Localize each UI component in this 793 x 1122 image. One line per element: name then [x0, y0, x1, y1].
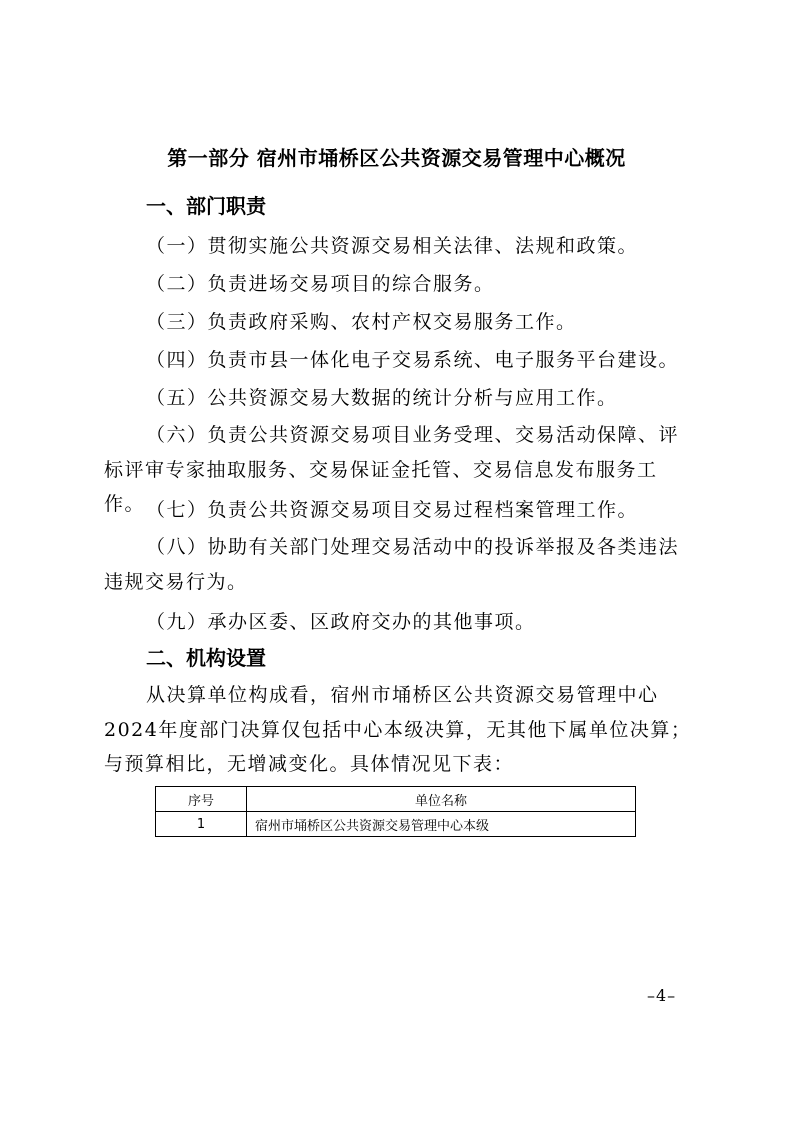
organization-paragraph: 从决算单位构成看，宿州市埇桥区公共资源交易管理中心2024年度部门决算仅包括中心本级决算，无其他下属单位决算；与预算相比，无增减变化。具体情况见下表： [104, 684, 692, 775]
duty-item-7: （七）负责公共资源交易项目交易过程档案管理工作。 [146, 499, 639, 521]
unit-table [155, 786, 636, 837]
table-row [156, 812, 636, 837]
duty-item-1: （一）贯彻实施公共资源交易相关法律、法规和政策。 [146, 235, 639, 257]
duty-item-2: （二）负责进场交易项目的综合服务。 [146, 273, 495, 295]
section-heading-organization: 二、机构设置 [146, 646, 266, 670]
column-header-number: 序号 [156, 787, 247, 812]
column-header-unit-name: 单位名称 [247, 787, 636, 812]
row-number-cell: 1 [156, 812, 247, 837]
duty-item-6: （六）负责公共资源交易项目业务受理、交易活动保障、评标评审专家抽取服务、交易保证金托管、交易信息发布服务工作。 [104, 424, 680, 515]
duty-item-9: （九）承办区委、区政府交办的其他事项。 [146, 611, 536, 633]
duty-item-5: （五）公共资源交易大数据的统计分析与应用工作。 [146, 387, 618, 409]
duty-item-3: （三）负责政府采购、农村产权交易服务工作。 [146, 311, 577, 333]
page-number: –4– [647, 986, 677, 1005]
duty-item-4: （四）负责市县一体化电子交易系统、电子服务平台建设。 [146, 349, 680, 371]
table-header-row [156, 787, 636, 812]
unit-name-cell: 宿州市埇桥区公共资源交易管理中心本级 [247, 812, 636, 837]
page-title: 第一部分 宿州市埇桥区公共资源交易管理中心概况 [167, 146, 626, 170]
section-heading-duties: 一、部门职责 [146, 194, 266, 218]
duty-item-8: （八）协助有关部门处理交易活动中的投诉举报及各类违法违规交易行为。 [104, 536, 680, 593]
